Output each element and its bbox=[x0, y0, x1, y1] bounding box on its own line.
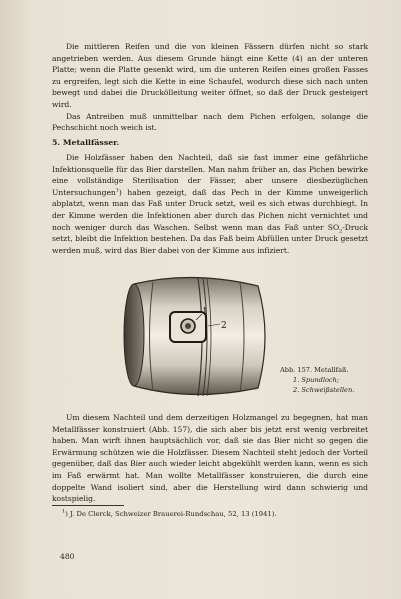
paragraph-part: ) haben gezeigt, daß das Pech in der Kimme unweigerlich abplatzt, wenn man das Faß unter Druck setzt, weil es sich etwas durchbiegt. In der Kimme werden die Infektionen aber durch das Pichen nicht vernichtet und noch weniger durch das Waschen. Selbst wenn man das Faß unter SO bbox=[52, 187, 368, 232]
caption-title: Abb. 157. Metallfaß. bbox=[280, 366, 349, 374]
metal-barrel-illustration bbox=[108, 274, 278, 398]
closing-text-block bbox=[52, 412, 368, 505]
footnote-mark: 1 bbox=[62, 508, 66, 515]
caption-item: 2. Schweißstellen. bbox=[293, 385, 355, 394]
paragraph: Das Antreiben muß unmittelbar nach dem Pichen erfolgen, solange die Pechschicht noch weich ist. bbox=[52, 111, 368, 133]
intro-text-block bbox=[52, 41, 368, 134]
section-heading: 5. Metallfässer. bbox=[52, 138, 120, 147]
paragraph: Die mittleren Reifen und die von kleinen Fässern dürfen nicht so stark angetrieben werden. Aus diesem Grunde hängt eine Kette (4) an der unteren Platte; wenn die Platte gesenkt wird, um die unteren Reifen eines großen Fasses zu ergreifen, legt sich die Kette in eine Schaufel, wodurch diese sich nach unten bewegt und dabei die Druckölleitung weiter öffnet, so daß der Druck gesteigert wird. bbox=[52, 42, 368, 109]
footnote-text: ) J. De Clerck, Schweizer Brauerei-Rundschau, 52, 13 (1941). bbox=[65, 510, 277, 518]
caption-item: 1. Spundloch; bbox=[293, 375, 340, 384]
paragraph bbox=[52, 152, 368, 256]
footnote-divider bbox=[52, 505, 124, 506]
subscript: 2 bbox=[339, 228, 343, 235]
paragraph: Um diesem Nachteil und dem derzeitigen Holzmangel zu begegnen, hat man Metallfässer konstruiert (Abb. 157), die sich aber bis jetzt erst wenig verbreitet haben. Man wirft ihnen hauptsächlich vor, daß sie das Bier nicht so gegen die Erwärmung schützen wie die Holzfässer. Diesem Nachteil steht jedoch der Vorteil gegenüber, daß das Bier auch wieder leicht abgekühlt werden kann, wenn es sich im Faß erwärmt hat. Man wollte Metallfässer konstruieren, die durch eine doppelte Wand isoliert sind, aber die Herstellung wird dann schwierig und kostspielig. bbox=[52, 413, 368, 504]
paragraph-part: Die Holzfässer haben den Nachteil, daß sie fast immer eine gefährliche Infektionsquelle für das Bier darstellen. Man nahm früher an, das Pichen bewirke eine vollständige Sterilisation der Fässer, aber unsere diesbezüglichen Untersuchungen bbox=[52, 153, 368, 197]
label-1: 1 bbox=[202, 307, 208, 317]
paragraph-part: -Druck setzt, bleibt die Infektion bestehen. Da das Faß beim Abfüllen unter Druck gesetzt werden muß, wird das Bier dabei von der Kimme aus infiziert. bbox=[52, 222, 368, 255]
section-text-block bbox=[52, 152, 368, 256]
label-2: 2 bbox=[221, 321, 227, 331]
figure-caption bbox=[280, 366, 385, 395]
footnote-reference: 1 bbox=[115, 187, 119, 194]
page-number: 480 bbox=[60, 552, 75, 561]
footnote bbox=[62, 509, 368, 519]
